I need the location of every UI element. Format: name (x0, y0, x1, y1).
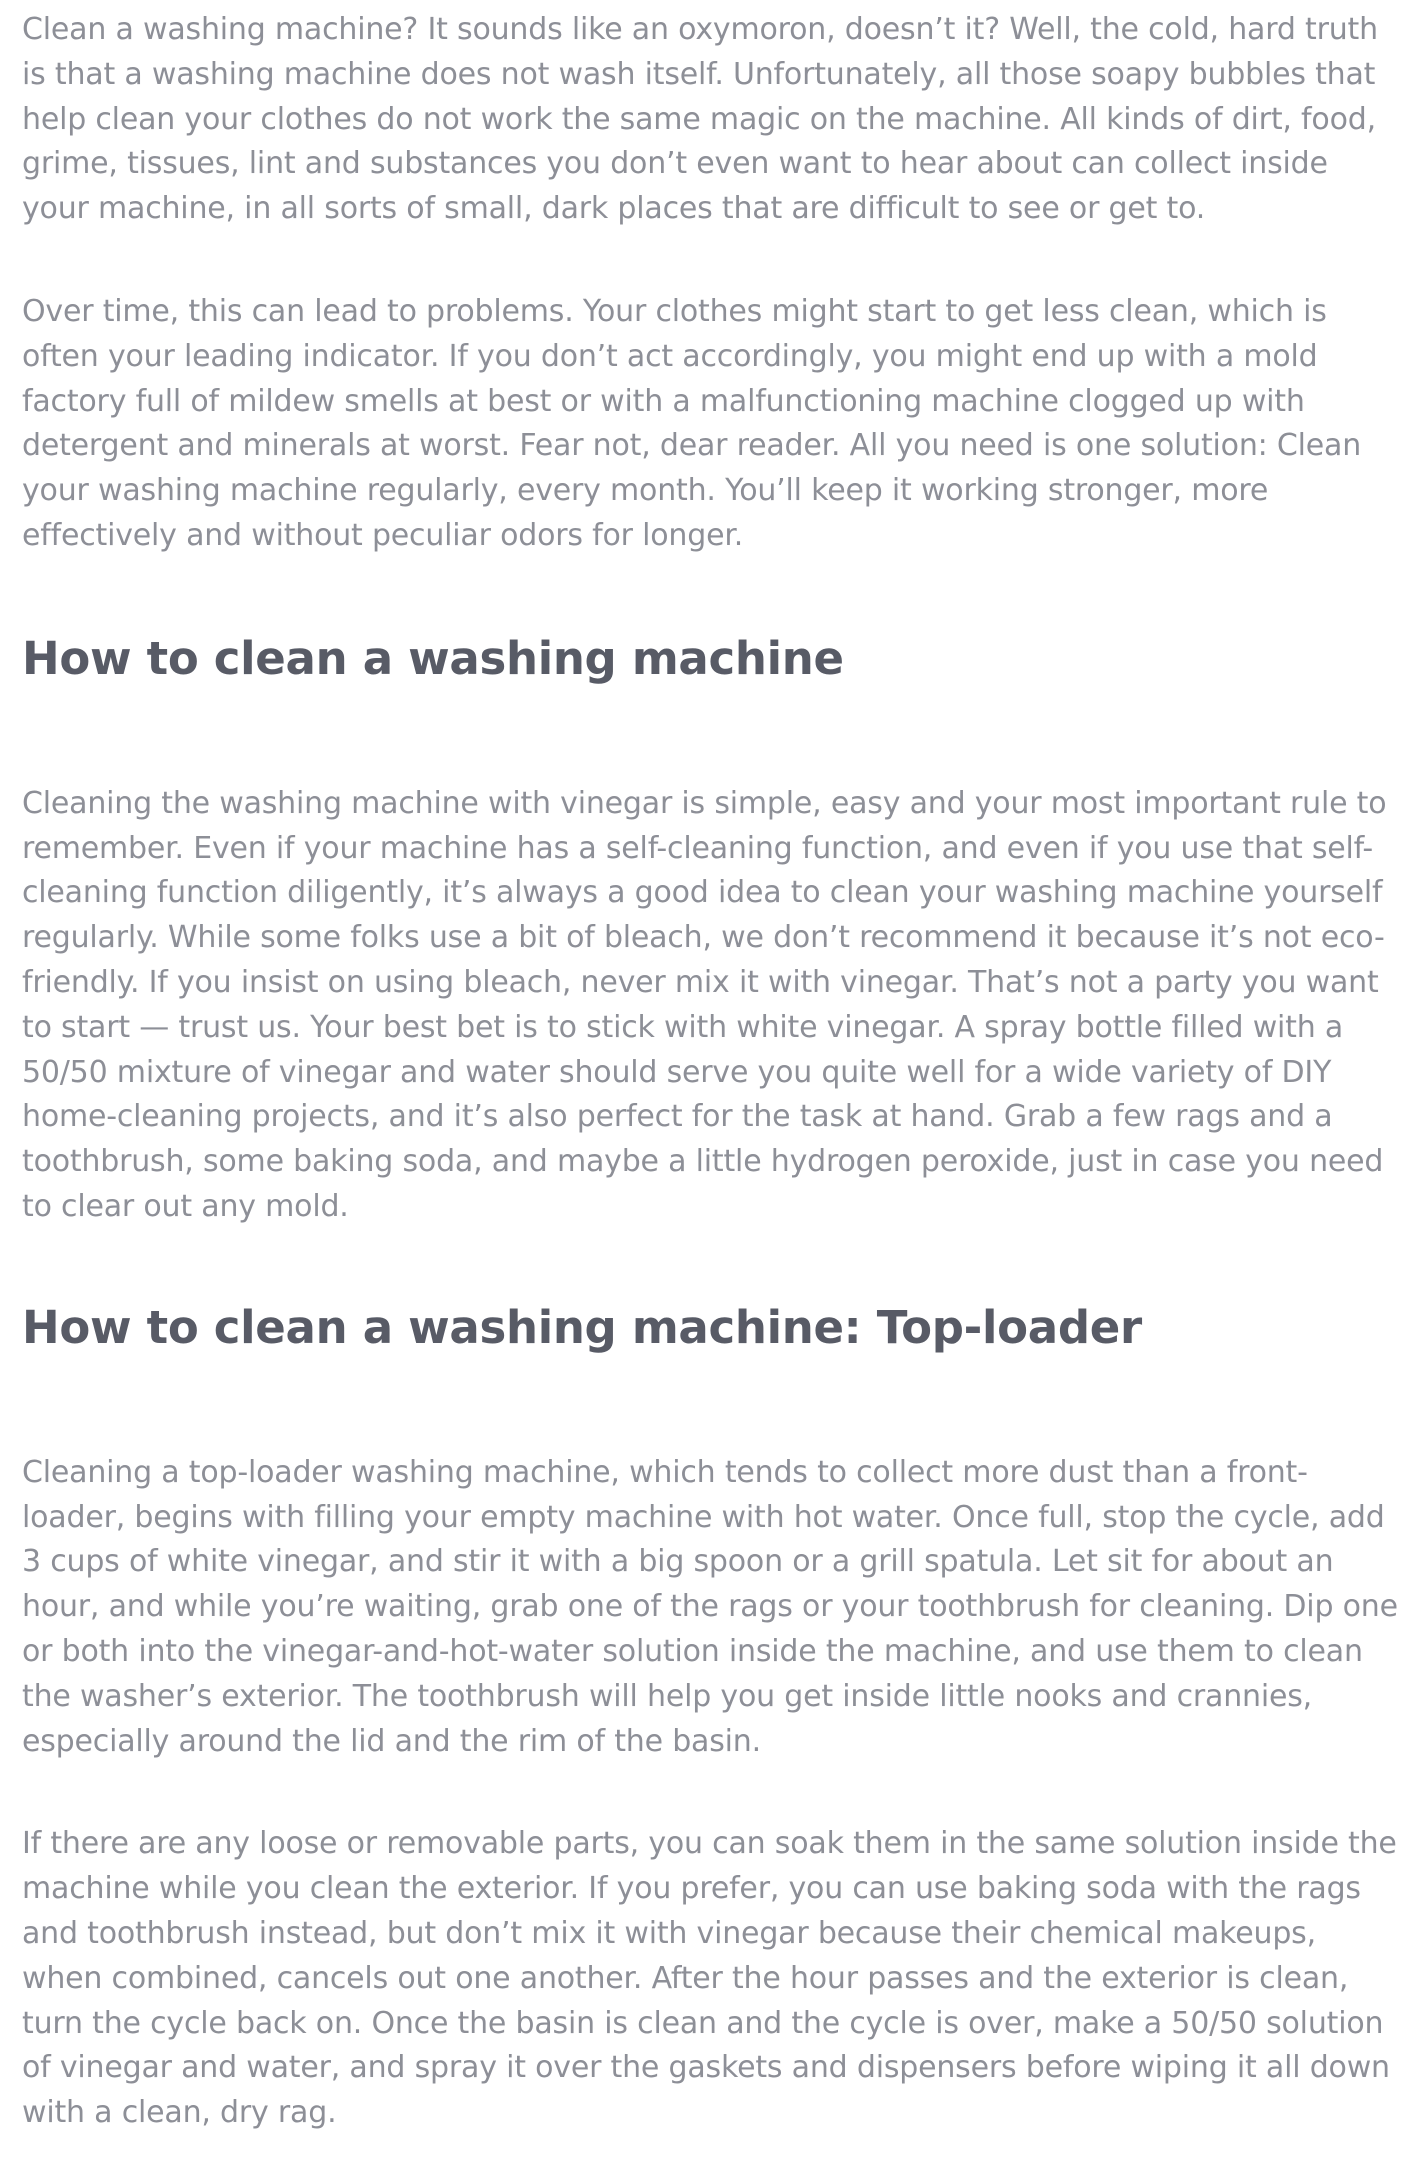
section-paragraph: Cleaning the washing machine with vinegar is simple, easy and your most important rule to remember. Even if your machine has a self-cleaning function, and even if you use that self-cleaning function diligently, it’s always a good idea to clean your washing machine yourself regularly. While some folks use a bit of bleach, we don’t recommend it because it’s not eco-friendly. If you insist on using bleach, never mix it with vinegar. That’s not a party you want to start — trust us. Your best bet is to stick with white vinegar. A spray bottle filled with a 50/50 mixture of vinegar and water should serve you quite well for a wide variety of DIY home-cleaning projects, and it’s also perfect for the task at hand. Grab a few rags and a toothbrush, some baking soda, and maybe a little hydrogen peroxide, just in case you need to clear out any mold. (22, 785, 1387, 1224)
intro-paragraph: Clean a washing machine? It sounds like an oxymoron, doesn’t it? Well, the cold, hard truth is that a washing machine does not wash itself. Unfortunately, all those soapy bubbles that help clean your clothes do not work the same magic on the machine. All kinds of dirt, food, grime, tissues, lint and substances you don’t even want to hear about can collect inside your machine, in all sorts of small, dark places that are difficult to see or get to. (22, 12, 1378, 227)
section-paragraph: If there are any loose or removable parts, you can soak them in the same solution inside the machine while you clean the exterior. If you prefer, you can use baking soda with the rags and toothbrush instead, but don’t mix it with vinegar because their chemical makeups, when combined, cancels out one another. After the hour passes and the exterior is clean, turn the cycle back on. Once the basin is clean and the cycle is over, make a 50/50 solution of vinegar and water, and spray it over the gaskets and dispensers before wiping it all down with a clean, dry rag. (22, 1826, 1397, 2131)
section-heading: How to clean a washing machine (22, 631, 844, 685)
intro-paragraph: Over time, this can lead to problems. Your clothes might start to get less clean, which is often your leading indicator. If you don’t act accordingly, you might end up with a mold factory full of mildew smells at best or with a malfunctioning machine clogged up with detergent and minerals at worst. Fear not, dear reader. All you need is one solution: Clean your washing machine regularly, every month. You’ll keep it working stronger, more effectively and without peculiar odors for longer. (22, 293, 1362, 553)
section-paragraph: Cleaning a top-loader washing machine, which tends to collect more dust than a front-loader, begins with filling your empty machine with hot water. Once full, stop the cycle, add 3 cups of white vinegar, and stir it with a big spoon or a grill spatula. Let sit for about an hour, and while you’re waiting, grab one of the rags or your toothbrush for cleaning. Dip one or both into the vinegar-and-hot-water solution inside the machine, and use them to clean the washer’s exterior. The toothbrush will help you get inside little nooks and crannies, especially around the lid and the rim of the basin. (22, 1454, 1398, 1759)
section-heading: How to clean a washing machine: Top-loader (22, 1300, 1142, 1354)
